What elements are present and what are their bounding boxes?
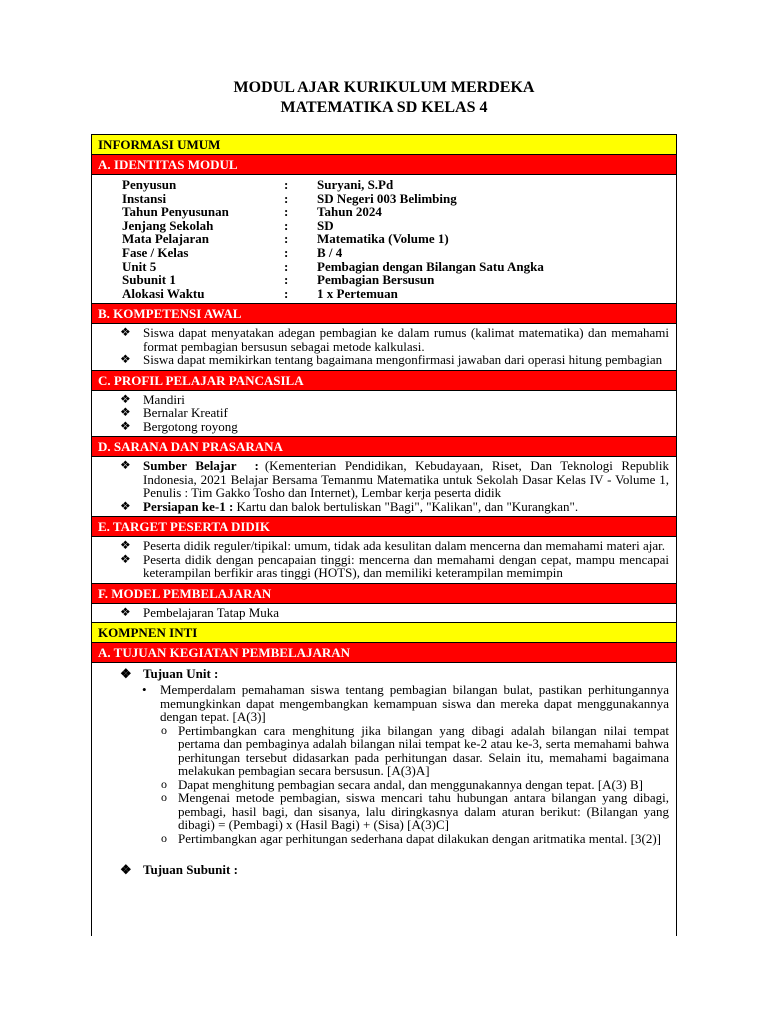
diamond-bullet-icon: ❖: [120, 538, 131, 552]
identity-key: Subunit 1: [122, 272, 176, 288]
identity-key: Instansi: [122, 190, 167, 206]
persiapan-label: Persiapan ke-1 :: [143, 498, 234, 514]
identitas-modul-section: [92, 175, 676, 304]
diamond-bullet-icon: ❖: [120, 498, 131, 513]
target-peserta-header: E. TARGET PESERTA DIDIK: [92, 517, 676, 537]
identity-row: [122, 178, 676, 192]
identity-value: SD: [317, 217, 334, 233]
identity-key: Alokasi Waktu: [122, 285, 205, 301]
komponen-inti-header: KOMPNEN INTI: [92, 623, 676, 643]
diamond-bullet-icon: ❖: [120, 551, 131, 566]
bullet-dot-icon: •: [142, 682, 147, 697]
diamond-bullet-icon: ❖: [120, 604, 131, 619]
identity-separator: :: [284, 204, 289, 220]
tujuan-unit-title: Tujuan Unit :: [143, 666, 219, 681]
sub-list-item: [92, 724, 676, 778]
module-table: [91, 134, 677, 936]
model-pembelajaran-header: F. MODEL PEMBELAJARAN: [92, 584, 676, 604]
diamond-bullet-icon: ❖: [120, 418, 131, 433]
kompetensi-awal-header: B. KOMPETENSI AWAL: [92, 304, 676, 324]
diamond-bullet-icon: ❖: [120, 352, 131, 366]
identity-row: [122, 287, 676, 301]
sumber-belajar-separator: :: [254, 458, 259, 473]
circle-bullet-icon: o: [161, 776, 167, 791]
identity-key: Fase / Kelas: [122, 244, 189, 260]
identity-value: Matematika (Volume 1): [317, 231, 449, 247]
identitas-modul-header: A. IDENTITAS MODUL: [92, 155, 676, 175]
list-item-text: Bernalar Kreatif: [143, 405, 228, 420]
sumber-belajar-text: (Kementerian Pendidikan, Kebudayaan, Riset, Dan Teknologi Republik Indonesia, 2021 Belajar Bersama Temanmu Matematika untuk Sekolah Dasar Kelas IV - Volume 1, Penulis : Tim Gakko Tosho dan Internet), Lembar kerja peserta didik: [143, 458, 669, 500]
diamond-bullet-icon: ❖: [120, 666, 132, 681]
tujuan-kegiatan-header: A. TUJUAN KEGIATAN PEMBELAJARAN: [92, 643, 676, 663]
persiapan-text: Kartu dan balok bertuliskan "Bagi", "Kalikan", dan "Kurangkan".: [236, 498, 579, 514]
identity-value: Pembagian dengan Bilangan Satu Angka: [317, 258, 544, 274]
list-item: [92, 500, 676, 514]
model-pembelajaran-section: [92, 604, 676, 624]
diamond-bullet-icon: ❖: [120, 391, 131, 406]
identity-value: SD Negeri 003 Belimbing: [317, 190, 457, 206]
identity-value: B / 4: [317, 244, 343, 260]
identity-separator: :: [284, 177, 289, 192]
identity-row: [122, 192, 676, 206]
identity-row: [122, 246, 676, 260]
list-item: [92, 459, 676, 500]
informasi-umum-header: INFORMASI UMUM: [92, 135, 676, 155]
diamond-bullet-icon: ❖: [120, 325, 131, 339]
tujuan-subunit-title: Tujuan Subunit :: [143, 862, 238, 877]
sub-list-item: [92, 778, 676, 792]
list-item-text: Mandiri: [143, 391, 185, 407]
identity-separator: :: [284, 217, 289, 233]
identity-value: Suryani, S.Pd: [317, 177, 394, 192]
diamond-bullet-icon: ❖: [120, 405, 131, 419]
identity-value: 1 x Pertemuan: [317, 285, 398, 301]
document-subtitle: MATEMATIKA SD KELAS 4: [280, 99, 488, 116]
identity-row: [122, 273, 676, 287]
identity-separator: :: [284, 244, 289, 260]
identity-separator: :: [284, 190, 289, 206]
diamond-bullet-icon: ❖: [120, 862, 132, 877]
sub-list-item-text: Mengenai metode pembagian, siswa mencari tahu hubungan antara bilangan yang dibagi, pembagi, hasil bagi, dan sisanya, lalu diringkasnya dalam aturan berikut: (Bilangan yang dibagi) = (Pembagi) x (Hasil Bagi) + (Sisa) [A(3)C]: [178, 790, 669, 832]
list-item: [92, 420, 676, 434]
profil-pelajar-section: [92, 391, 676, 438]
identity-row: [122, 232, 676, 246]
list-item-text: Pembelajaran Tatap Muka: [143, 604, 280, 620]
list-item: [92, 553, 676, 580]
list-item-text: Peserta didik dengan pencapaian tinggi: mencerna dan memahami dengan cepat, mampu mencapai keterampilan berfikir aras tinggi (HOTS), dan memiliki keterampilan memimpin: [143, 551, 669, 580]
list-item: [92, 683, 676, 724]
sarana-prasarana-header: D. SARANA DAN PRASARANA: [92, 437, 676, 457]
identity-key: Mata Pelajaran: [122, 231, 210, 247]
identity-key: Unit 5: [122, 258, 157, 274]
identity-row: [122, 219, 676, 233]
sumber-belajar-label: Sumber Belajar: [143, 458, 237, 473]
circle-bullet-icon: o: [161, 790, 167, 804]
list-item: [92, 353, 676, 367]
profil-pelajar-header: C. PROFIL PELAJAR PANCASILA: [92, 371, 676, 391]
sarana-prasarana-section: [92, 457, 676, 517]
list-item-text: Siswa dapat memikirkan tentang bagaimana mengonfirmasi jawaban dari operasi hitung pembagian: [143, 352, 663, 367]
identity-separator: :: [284, 231, 289, 247]
list-item-text: Siswa dapat menyatakan adegan pembagian ke dalam rumus (kalimat matematika) dan memahami format pembagian bersusun sebagai metode kalkulasi.: [143, 325, 669, 354]
diamond-bullet-icon: ❖: [120, 458, 131, 472]
identity-value: Pembagian Bersusun: [317, 272, 435, 288]
identity-separator: :: [284, 285, 289, 301]
identity-separator: :: [284, 272, 289, 288]
identity-row: [122, 205, 676, 219]
identity-key: Tahun Penyusunan: [122, 204, 229, 220]
tujuan-kegiatan-section: [92, 663, 676, 877]
tujuan-subunit-heading: [92, 862, 676, 877]
circle-bullet-icon: o: [161, 830, 167, 845]
sub-list-item: [92, 791, 676, 832]
list-item: [92, 326, 676, 353]
sub-list-item: [92, 832, 676, 846]
list-item-text: Peserta didik reguler/tipikal: umum, tidak ada kesulitan dalam mencerna dan memahami materi ajar.: [143, 538, 665, 553]
document-title: MODUL AJAR KURIKULUM MERDEKA: [233, 79, 535, 96]
tujuan-unit-heading: [92, 666, 676, 681]
circle-bullet-icon: o: [161, 722, 167, 737]
sub-list-item-text: Dapat menghitung pembagian secara andal, dan menggunakannya dengan tepat. [A(3) B]: [178, 776, 643, 792]
list-item: [92, 393, 676, 407]
identity-separator: :: [284, 258, 289, 274]
identity-value: Tahun 2024: [317, 204, 382, 220]
target-peserta-section: [92, 537, 676, 584]
sub-list-item-text: Pertimbangkan agar perhitungan sederhana dapat dilakukan dengan aritmatika mental. [3(2)]: [178, 830, 661, 846]
list-item-text: Memperdalam pemahaman siswa tentang pembagian bilangan bulat, pastikan perhitungannya memungkinkan dapat mengembangkan kemampuan siswa dan mereka dapat menggunakannya dengan tepat. [A(3)]: [160, 682, 669, 724]
identity-key: Jenjang Sekolah: [122, 217, 214, 233]
identity-key: Penyusun: [122, 177, 177, 192]
sub-list-item-text: Pertimbangkan cara menghitung jika bilangan yang dibagi adalah bilangan nilai tempat pertama dan pembaginya adalah bilangan nilai tempat ke-2 atau ke-3, serta memahami bahwa perhitungan tersebut didasarkan pada perhitungan dasar. Selain itu, memahami bagaimana melakukan pembagian secara bersusun. [A(3)A]: [178, 722, 669, 778]
list-item: [92, 406, 676, 420]
list-item: [92, 606, 676, 620]
list-item: [92, 539, 676, 553]
identity-row: [122, 260, 676, 274]
kompetensi-awal-section: [92, 324, 676, 371]
list-item-text: Bergotong royong: [143, 418, 238, 434]
